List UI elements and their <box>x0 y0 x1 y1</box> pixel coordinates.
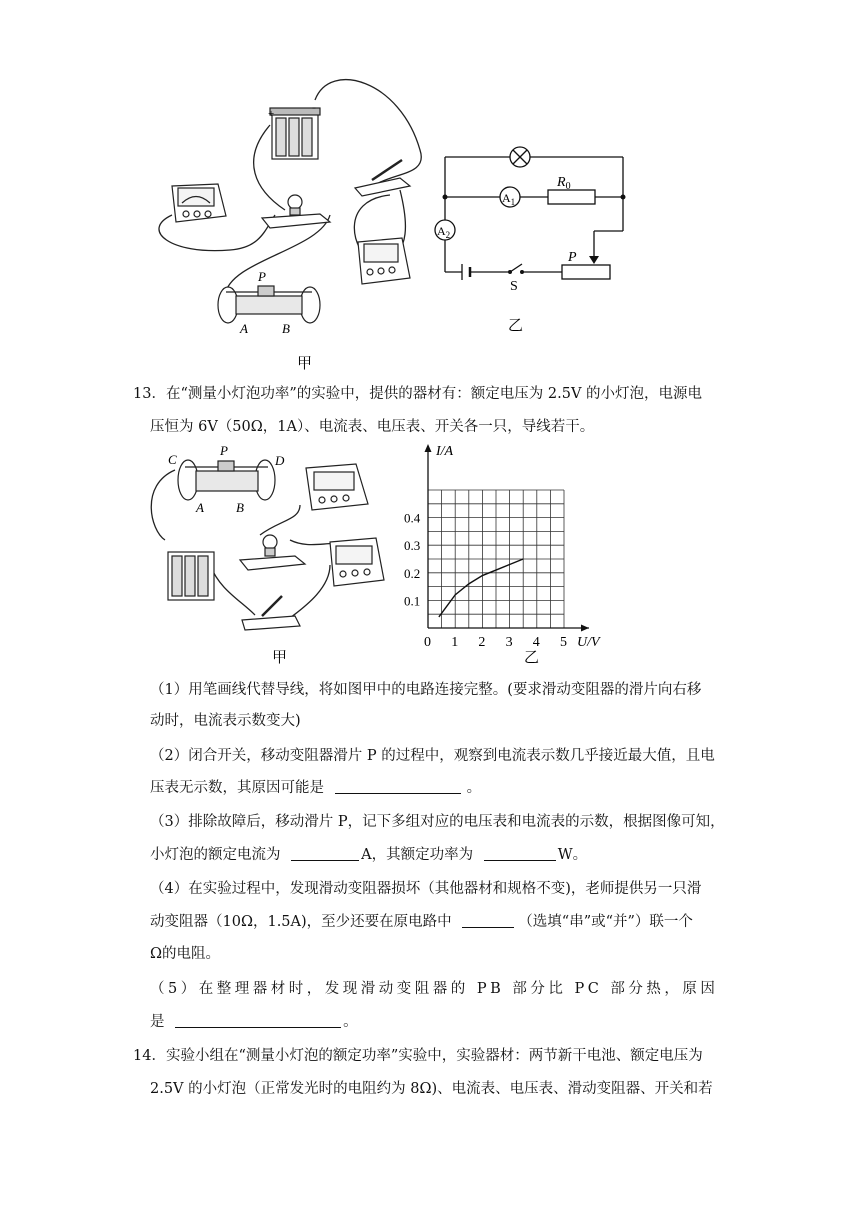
x-tick-label: 1 <box>451 635 459 650</box>
rheostat-label-a: A <box>240 321 248 336</box>
ammeter-a1-label: $A_1$ <box>502 191 516 207</box>
answer-blank-heat-reason[interactable] <box>175 1013 341 1028</box>
y-tick-label: 0.2 <box>404 565 421 581</box>
figure-2-caption-right: 乙 <box>524 650 540 666</box>
answer-blank-rated-current[interactable] <box>291 846 359 861</box>
label-b: B <box>236 500 244 515</box>
slider-p-label: P <box>568 250 577 265</box>
label-c: C <box>168 452 177 467</box>
answer-blank-reason[interactable] <box>335 779 461 794</box>
q14-line-1: 14．实验小组在“测量小灯泡的额定功率”实验中，实验器材：两节新干电池、额定电压为 <box>133 1048 703 1064</box>
figure-2-circuit <box>0 440 420 670</box>
q13-part1-line-b: 动时，电流表示数变大) <box>150 713 301 729</box>
q13-part4-line-b: 动变阻器（10Ω，1.5A)，至少还要在原电路中 （选填“串”或“并”）联一个 <box>150 914 693 930</box>
ammeter-image <box>358 238 410 284</box>
q13-part4-line-c: Ω的电阻。 <box>150 946 221 962</box>
x-tick-label: 0 <box>424 635 431 650</box>
figure-1-circuits <box>0 0 860 380</box>
x-tick-label: 4 <box>532 635 540 650</box>
ammeter-image-2 <box>330 538 384 586</box>
battery-image <box>270 108 320 159</box>
q13-part2-line-b: 压表无示数，其原因可能是 。 <box>150 780 482 796</box>
rheostat-image-2 <box>178 460 275 500</box>
voltmeter-image-2 <box>306 464 368 510</box>
rheostat-label-p: P <box>258 269 266 284</box>
figure-2-caption-left: 甲 <box>272 650 288 666</box>
label-d: D <box>275 453 285 468</box>
y-tick-label: 0.1 <box>404 593 421 609</box>
switch-s-label: S <box>510 279 518 294</box>
ammeter-a2-label: $A_2$ <box>437 224 451 240</box>
q13-line-1: 13．在“测量小灯泡功率”的实验中，提供的器材有：额定电压为 2.5V 的小灯泡，电源电 <box>133 386 703 402</box>
label-a: A <box>196 500 204 515</box>
battery-plus: + <box>268 108 275 120</box>
chart-x-label: U/V <box>577 635 600 650</box>
chart-series-curve <box>439 559 523 617</box>
q13-part1-line-a: （1）用笔画线代替导线，将如图甲中的电路连接完整。(要求滑动变阻器的滑片向右移 <box>150 682 702 698</box>
y-tick-label: 0.4 <box>404 510 421 526</box>
q13-part5-line-a: （5）在整理器材时，发现滑动变阻器的 PB 部分比 PC 部分热，原因 <box>150 981 719 997</box>
x-axis-arrow <box>581 625 589 632</box>
y-axis-arrow <box>425 444 432 452</box>
q13-part2-line-a: （2）闭合开关，移动变阻器滑片 P 的过程中，观察到电流表示数几乎接近最大值，且电 <box>150 748 715 764</box>
q13-part4-line-a: （4）在实验过程中，发现滑动变阻器损坏（其他器材和规格不变)，老师提供另一只滑 <box>150 881 702 897</box>
iu-chart <box>400 440 630 670</box>
q13-part5-line-b: 是 。 <box>150 1014 358 1030</box>
voltmeter-image <box>172 184 226 222</box>
q13-part3-line-a: （3）排除故障后，移动滑片 P，记下多组对应的电压表和电流表的示数，根据图像可知， <box>150 814 725 830</box>
x-tick-label: 3 <box>505 635 513 650</box>
q14-line-2: 2.5V 的小灯泡（正常发光时的电阻约为 8Ω)、电流表、电压表、滑动变阻器、开关和若 <box>150 1081 713 1097</box>
rheostat-image <box>218 286 320 323</box>
figure-1-caption-right: 乙 <box>508 318 524 334</box>
answer-blank-series-parallel[interactable] <box>462 913 514 928</box>
bulb-image-2 <box>240 535 305 570</box>
chart-grid <box>428 490 564 628</box>
x-tick-label: 2 <box>478 635 486 650</box>
figure-1-caption-left: 甲 <box>297 356 313 372</box>
label-p: P <box>220 443 228 458</box>
battery-minus: - <box>312 100 316 114</box>
schematic-diagram <box>445 157 623 272</box>
q13-line-2: 压恒为 6V（50Ω，1A）、电流表、电压表、开关各一只，导线若干。 <box>150 419 595 435</box>
battery-image-2 <box>168 552 214 600</box>
rheostat-label-b: B <box>282 321 290 336</box>
y-tick-label: 0.3 <box>404 538 421 554</box>
x-tick-label: 5 <box>560 635 567 650</box>
resistor-r0-label: $R_0$ <box>557 175 571 192</box>
answer-blank-rated-power[interactable] <box>484 846 556 861</box>
q13-part3-line-b: 小灯泡的额定电流为 A，其额定功率为 W。 <box>150 847 588 863</box>
switch-image-2 <box>242 596 300 630</box>
switch-image <box>355 160 410 196</box>
chart-y-label: I/A <box>436 444 454 459</box>
